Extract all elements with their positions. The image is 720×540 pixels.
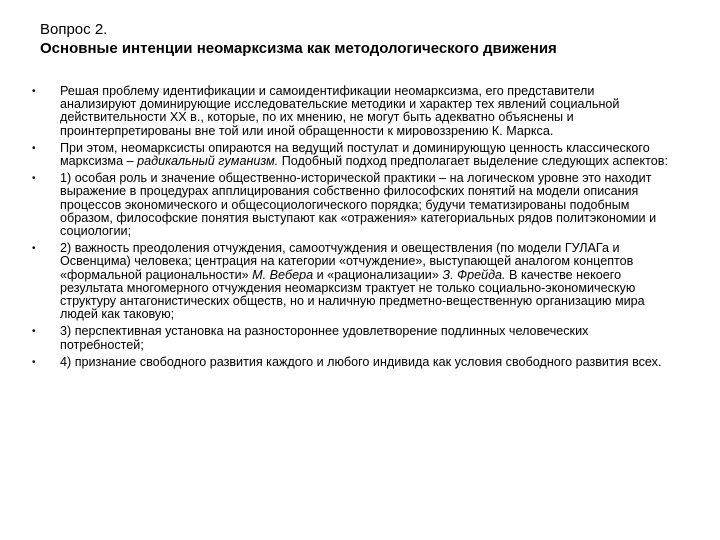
list-item — [30, 172, 670, 238]
slide-title: Основные интенции неомарксизма как методологического движения — [40, 40, 557, 57]
bullet-icon: • — [32, 142, 36, 154]
slide-heading — [40, 20, 700, 58]
list-item — [30, 142, 670, 168]
list-item — [30, 356, 670, 369]
paragraph-text: В качестве некоего результата многомерного отчуждения неомарксизм трактует не только социально-экономическую структуру антагонистических обществ, но и наличную предметно-вещественную организацию мира людей как таковую; — [60, 267, 645, 322]
bullet-icon: • — [32, 356, 36, 368]
question-label: Вопрос 2. — [40, 21, 108, 38]
emphasis-text: З. Фрейда. — [442, 267, 506, 282]
paragraph-text: 3) перспективная установка на разностороннее удовлетворение подлинных человеческих потребностей; — [60, 324, 589, 352]
bullet-icon: • — [32, 86, 36, 97]
list-item — [30, 242, 670, 321]
paragraph-text: и «рационализации» — [313, 267, 443, 282]
paragraph-text: Подобный подход предполагает выделение следующих аспектов: — [278, 154, 668, 169]
paragraph-text: 4) признание свободного развития каждого и любого индивида как условия свободного развития всех. — [60, 354, 662, 369]
bullet-icon: • — [32, 243, 36, 255]
paragraph-text: 1) особая роль и значение общественно-исторической практики – на логическом уровне это находит выражение в процедурах апплицирования собственно философских понятий на модели описания процессов экономического и общесоциологического порядка; будучи тематизированы подобным образом, философские понятия выступают как «отражения» категориальных рядов политэкономии и социологии; — [60, 171, 657, 239]
list-item — [30, 85, 670, 138]
bullet-list — [30, 85, 670, 373]
list-item — [30, 325, 670, 351]
emphasis-text: М. Вебера — [252, 267, 314, 282]
paragraph-text: При этом, неомарксисты опираются на ведущий постулат и доминирующую ценность классического марксизма – — [60, 140, 650, 169]
paragraph-text: 2) важность преодоления отчуждения, самоотчуждения и овеществления (по модели ГУЛАГа и Освенцима) человека; центрация на категории «отчуждение», выступающей аналогом концептов «формальной рациональности» — [60, 241, 634, 282]
emphasis-text: радикальный гуманизм. — [137, 154, 279, 169]
paragraph-text: Решая проблему идентификации и самоидентификации неомарксизма, его представители анализируют доминирующие исследовательские методики и характер тех явлений социальной действительности XX в., которые, по их мнению, не могут быть адекватно объяснены и проинтерпретированы вне той или иной обращенности к мировоззрению К. Маркса. — [60, 84, 620, 138]
bullet-icon: • — [32, 173, 36, 185]
bullet-icon: • — [32, 326, 36, 338]
